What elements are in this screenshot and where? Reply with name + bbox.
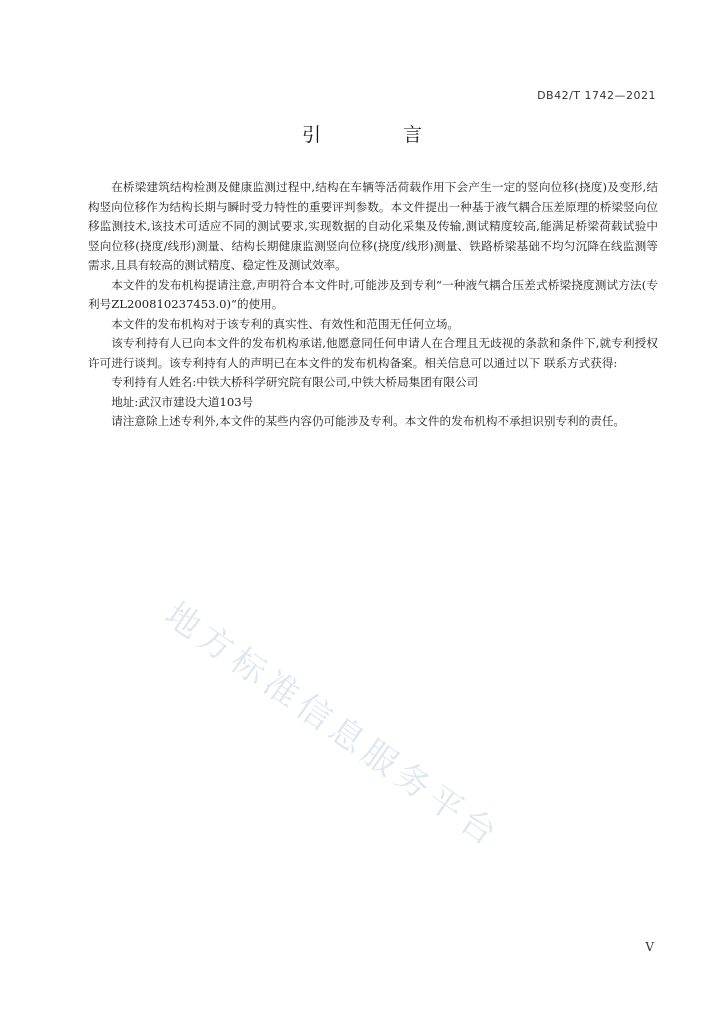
paragraph-position: 本文件的发布机构对于该专利的真实性、有效性和范围无任何立场。 [111,316,460,331]
paragraph-background: 在桥梁建筑结构检测及健康监测过程中,结构在车辆等活荷载作用下会产生一定的竖向位移(挠度)及变形,结构竖向位移作为结构长期与瞬时受力特性的重要评判参数。本文件提出一种基于液气耦合压差原理的桥梁竖向位移监测技术,该技术可适应不同的测试要求,实现数据的自动化采集及传输,测试精度较高,能满足桥梁荷载试验中竖向位移(挠度/线形)测量、结构长期健康监测竖向位移(挠度/线形)测量、铁路桥梁基础不均匀沉降在线监测等需求,且具有较高的测试精度、稳定性及测试效率。 [88,180,658,272]
document-code: DB42/T 1742—2021 [537,89,656,102]
paragraph-address: 地址:武汉市建设大道103号 [111,394,254,409]
page-number: V [645,940,654,954]
paragraph-other-patents: 请注意除上述专利外,本文件的某些内容仍可能涉及专利。本文件的发布机构不承担识别专利的责任。 [111,414,626,428]
section-title: 引 言 [301,124,461,146]
watermark: 地方标准信息服务平台 [157,594,509,857]
paragraph-patent-holder-commitment: 该专利持有人已向本文件的发布机构承诺,他愿意同任何申请人在合理且无歧视的条款和条件下,就专利授权许可进行谈判。该专利持有人的声明已在本文件的发布机构备案。相关信息可以通过以下 联系方式获得: [88,336,658,370]
paragraph-patent-holder-name: 专利持有人姓名:中铁大桥科学研究院有限公司,中铁大桥局集团有限公司 [111,375,479,389]
paragraph-patent-notice: 本文件的发布机构提请注意,声明符合本文件时,可能涉及到专利“一种液气耦合压差式桥梁挠度测试方法(专利号ZL200810237453.0)”的使用。 [88,277,658,311]
introduction-body [88,178,658,432]
